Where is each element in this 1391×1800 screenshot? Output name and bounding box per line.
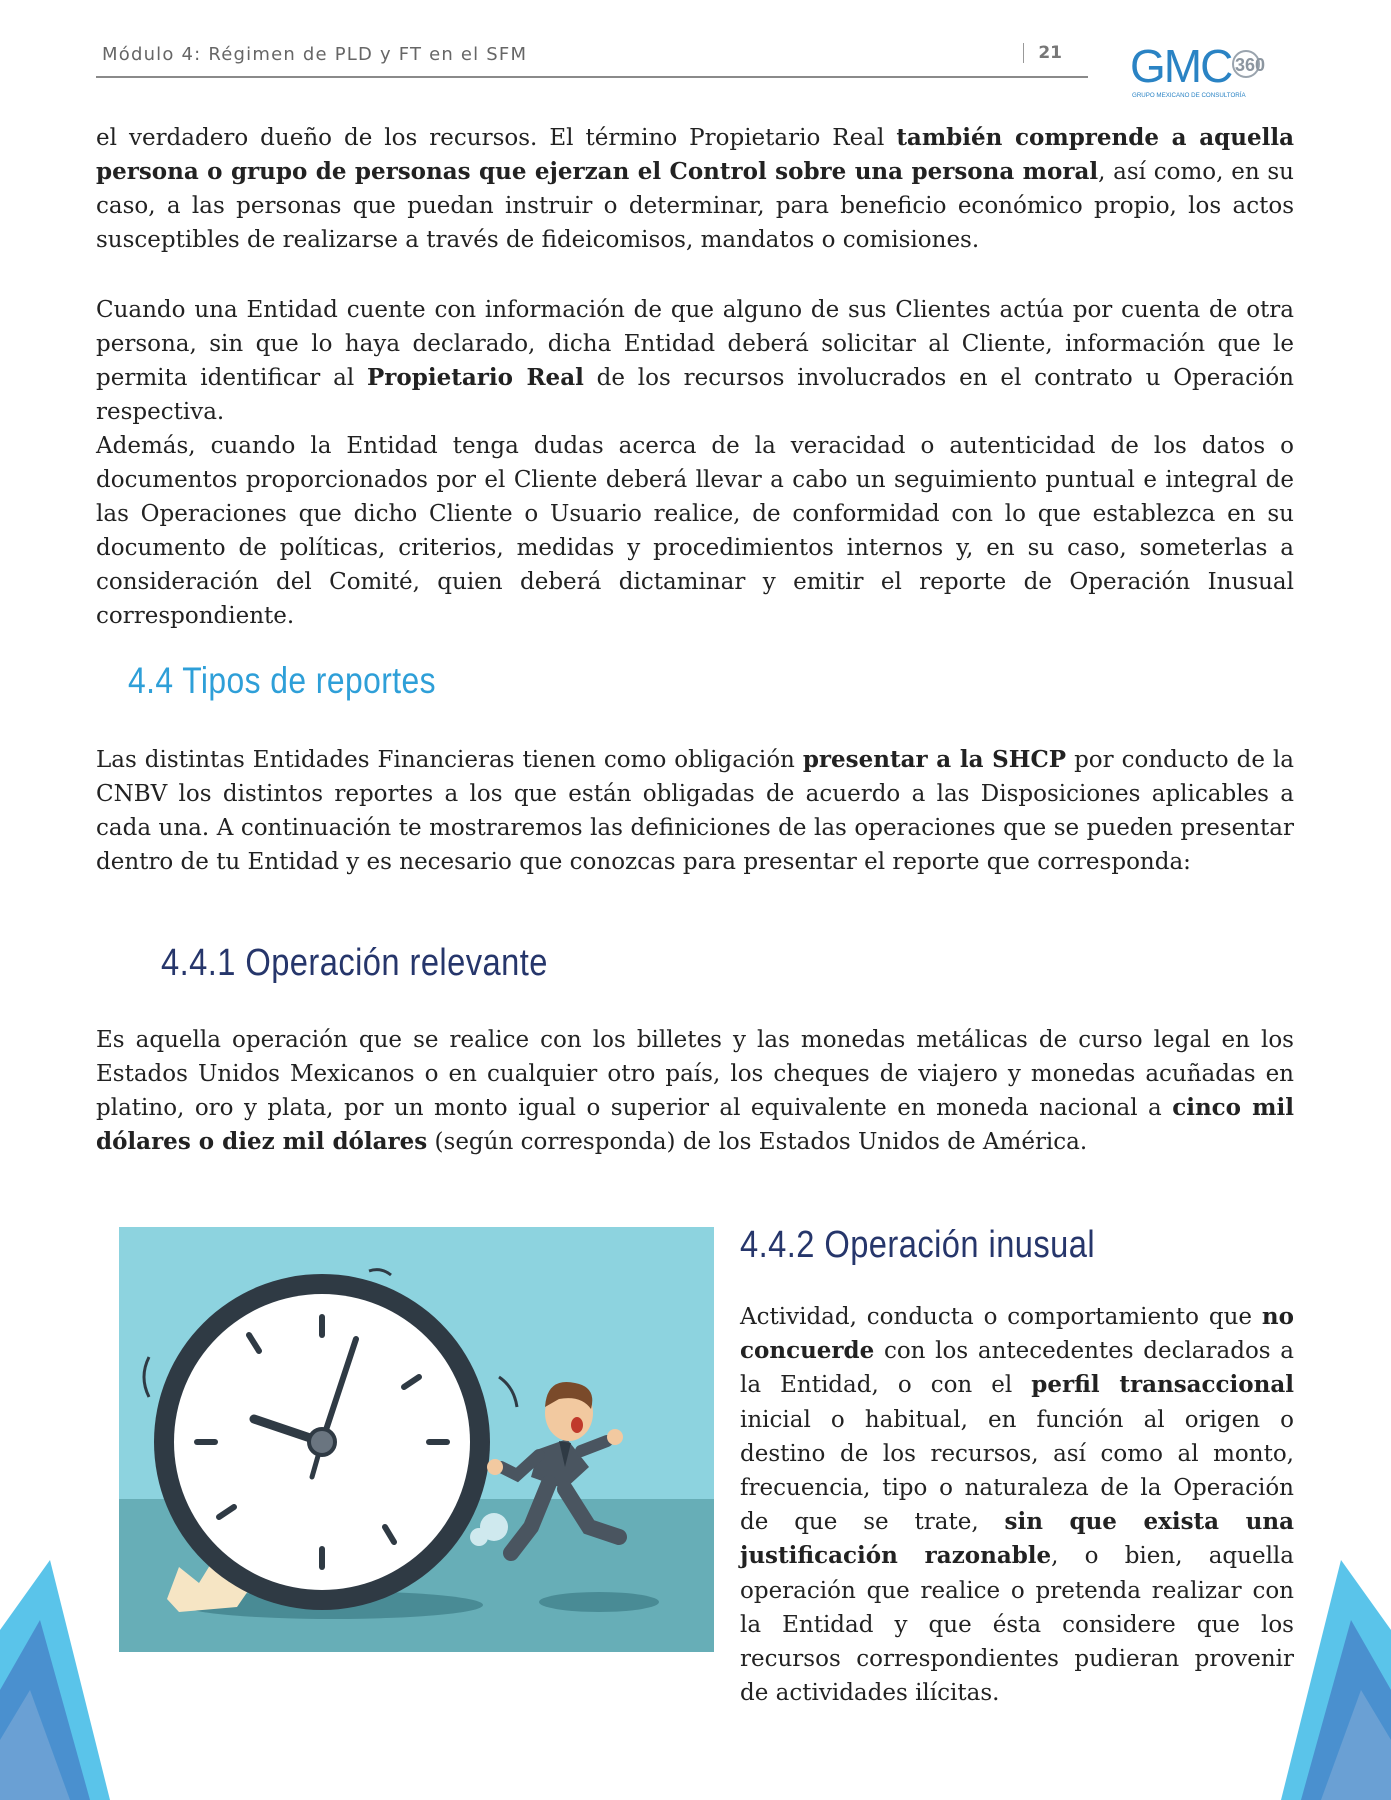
paragraph-operacion-inusual: Actividad, conducta o comportamiento que no concuerde con los antecedentes declarados a la Entidad, o con el perfil transaccional inicial o habitual, en función al origen o destino de los recursos, así como al monto, frecuencia, tipo o naturaleza de la Operación de que se trate, sin que exista una justificación razonable, o bien, aquella operación que realice o pretenda realizar con la Entidad y que ésta considere que los recursos correspondientes pudieran provenir de actividades ilícitas. [740,1303,1294,1707]
paragraph-cliente-cuenta-otra-persona: Cuando una Entidad cuente con información de que alguno de sus Clientes actúa por cuenta de otra persona, sin que lo haya declarado, dicha Entidad deberá solicitar al Cliente, información que le permita identificar al Propietario Real de los recursos involucrados en el contrato u Operación respectiva. [96,297,1294,425]
paragraph-entidades-financieras: Las distintas Entidades Financieras tienen como obligación presentar a la SHCP por conducto de la CNBV los distintos reportes a los que están obligadas de acuerdo a las Disposiciones aplicables a cada una. A continuación te mostraremos las definiciones de las operaciones que se pueden presentar dentro de tu Entidad y es necesario que conozcas para presentar el reporte que corresponda: [96,746,1294,875]
logo-badge-text: 360 [1235,55,1266,75]
man-shadow [539,1592,659,1612]
paragraph-dudas-veracidad: Además, cuando la Entidad tenga dudas acerca de la veracidad o autenticidad de los datos o documentos proporcionados por el Cliente deberá llevar a cabo un seguimiento puntual e integral de las Operaciones que dicho Cliente o Usuario realice, de conformidad con lo que establezca en su documento de políticas, criterios, medidas y procedimientos internos y, en su caso, someterlas a consideración del Comité, quien deberá dictaminar y emitir el reporte de Operación Inusual correspondiente. [96,433,1294,629]
decorative-corner-right [1281,1560,1391,1800]
logo-tagline: GRUPO MEXICANO DE CONSULTORÍA [1132,92,1246,99]
header-rule [96,76,1088,78]
heading-operacion-inusual: 4.4.2 Operación inusual [740,1224,1096,1266]
page-number: 21 [1023,43,1062,63]
gmc-logo [1126,40,1276,110]
clock-icon [154,1274,490,1610]
paragraph-operacion-relevante: Es aquella operación que se realice con los billetes y las monedas metálicas de curso legal en los Estados Unidos Mexicanos o en cualquier otro país, los cheques de viajero y monedas acuñadas en platino, oro y plata, por un monto igual o superior al equivalente en moneda nacional a cinco mil dólares o diez mil dólares (según corresponda) de los Estados Unidos de América. [96,1027,1294,1155]
paragraph-propietario-real: el verdadero dueño de los recursos. El término Propietario Real también comprende a aquella persona o grupo de personas que ejerzan el Control sobre una persona moral, así como, en su caso, a las personas que puedan instruir o determinar, para beneficio económico propio, los actos susceptibles de realizarse a través de fideicomisos, mandatos o comisiones. [96,124,1294,253]
heading-tipos-de-reportes: 4.4 Tipos de reportes [128,660,436,701]
logo-main-text: GMC [1130,40,1232,92]
clock-chasing-man-illustration [119,1227,714,1652]
heading-operacion-relevante: 4.4.1 Operación relevante [161,942,548,984]
decorative-corner-left [0,1560,110,1800]
page-header [96,40,1088,80]
module-title: Módulo 4: Régimen de PLD y FT en el SFM [102,44,528,65]
